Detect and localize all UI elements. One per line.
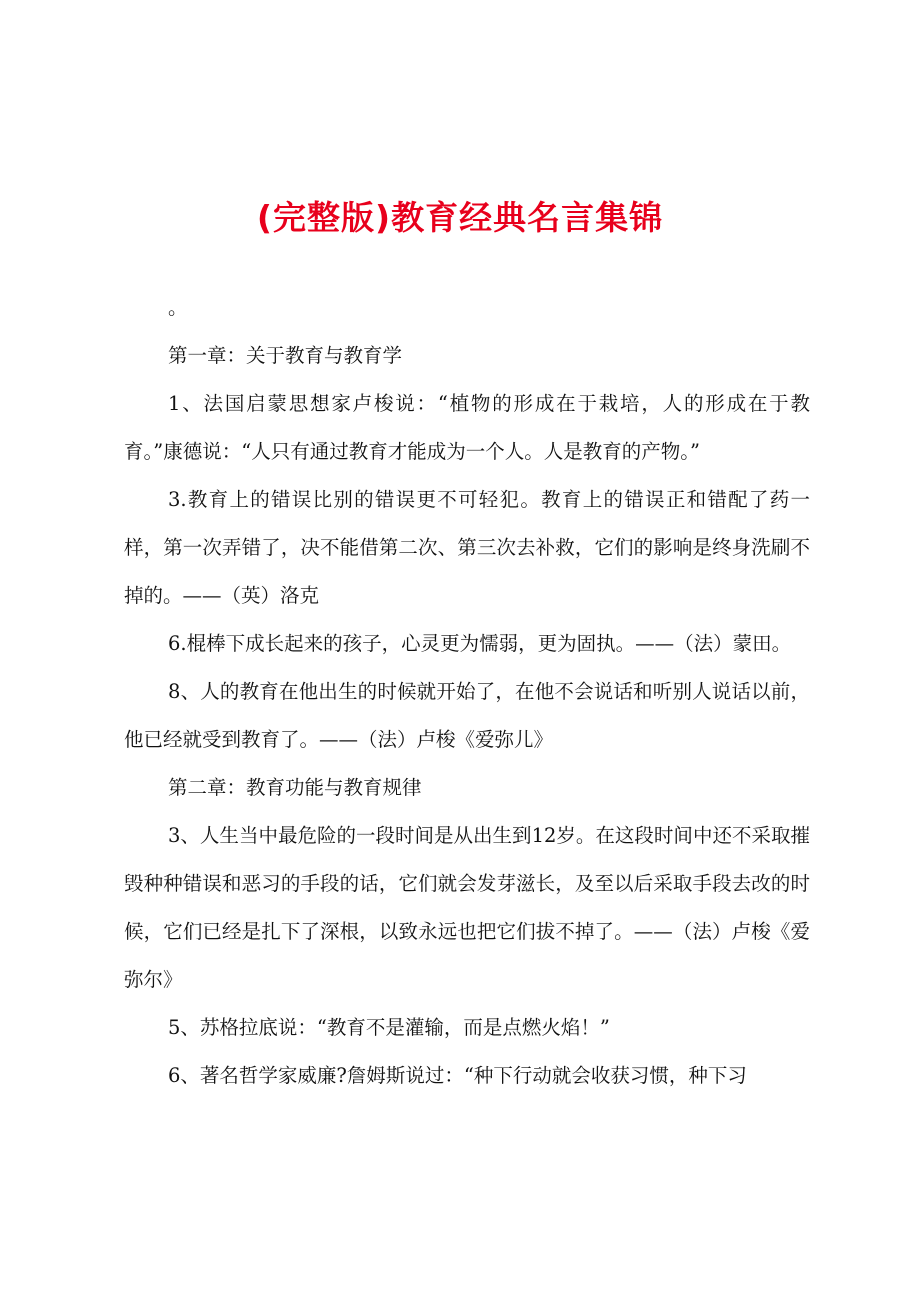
quote-locke: 3.教育上的错误比别的错误更不可轻犯。教育上的错误正和错配了药一样，第一次弄错了，决不能借第二次、第三次去补救，它们的影响是终身洗刷不掉的。——（英）洛克 <box>124 488 810 607</box>
chapter-two-heading: 第二章：教育功能与教育规律 <box>168 776 422 799</box>
quote-rousseau-kant: 1、法国启蒙思想家卢梭说：“植物的形成在于栽培，人的形成在于教育。”康德说：“人只有通过教育才能成为一个人。人是教育的产物。” <box>124 392 810 463</box>
quote-socrates: 5、苏格拉底说：“教育不是灌输，而是点燃火焰！” <box>168 1016 610 1039</box>
chapter-one-heading: 第一章：关于教育与教育学 <box>168 344 403 367</box>
document-body <box>124 284 810 1100</box>
quote-rousseau-emile: 8、人的教育在他出生的时候就开始了，在他不会说话和听别人说话以前，他已经就受到教育了。——（法）卢梭《爱弥儿》 <box>124 680 810 751</box>
document-title: (完整版)教育经典名言集锦 <box>256 198 664 237</box>
paragraph-stray-mark: 。 <box>168 296 188 319</box>
quote-william-james: 6、著名哲学家威廉?詹姆斯说过：“种下行动就会收获习惯，种下习 <box>168 1064 747 1087</box>
quote-rousseau-age-twelve: 3、人生当中最危险的一段时间是从出生到12岁。在这段时间中还不采取摧毁种种错误和恶习的手段的话，它们就会发芽滋长，及至以后采取手段去改的时候，它们已经是扎下了深根，以致永远也把它们拔不掉了。——（法）卢梭《爱弥尔》 <box>124 824 810 991</box>
quote-montaigne: 6.棍棒下成长起来的孩子，心灵更为懦弱，更为固执。——（法）蒙田。 <box>168 632 792 655</box>
